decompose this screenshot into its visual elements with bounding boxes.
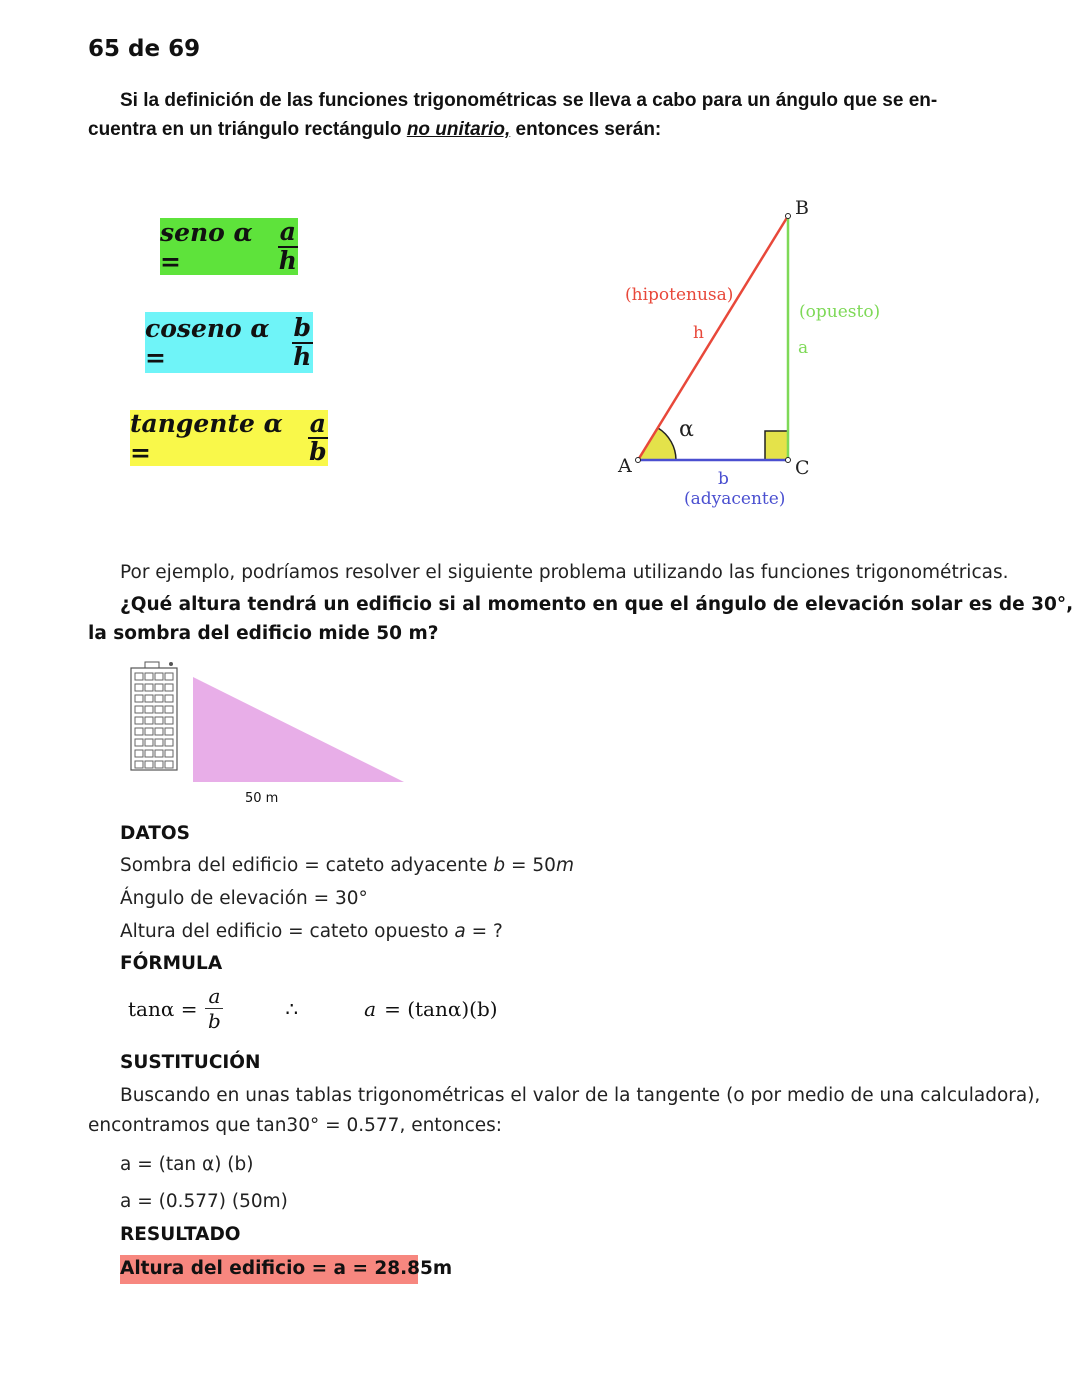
therefore-symbol: ∴ xyxy=(285,996,299,1021)
coseno-formula xyxy=(145,312,313,373)
shadow-label: 50 m xyxy=(245,791,279,806)
vertex-a xyxy=(636,458,641,463)
right-triangle-diagram xyxy=(600,190,900,520)
denominator: h xyxy=(278,245,297,275)
denominator: h xyxy=(293,341,312,371)
label-opuesto: (opuesto) xyxy=(799,302,881,322)
datos-heading: DATOS xyxy=(120,823,190,844)
step-1: a = (tan α) (b) xyxy=(120,1154,254,1175)
formula-label: tangente α = xyxy=(130,409,283,467)
formula-expression xyxy=(128,984,498,1033)
angle-alpha-marker xyxy=(638,428,676,460)
sustitucion-line-1: Buscando en unas tablas trigonométricas el valor de la tangente (o por medio de una calculadora), xyxy=(120,1085,1041,1106)
label-b-vertex: B xyxy=(795,197,809,219)
intro-text: cuentra en un triángulo rectángulo xyxy=(88,119,407,140)
label-hipotenusa: (hipotenusa) xyxy=(625,285,734,305)
intro-emphasis: no unitario, xyxy=(406,119,511,140)
shadow-shape xyxy=(193,677,404,782)
vertex-c xyxy=(786,458,791,463)
label-h: h xyxy=(693,323,704,343)
label-a-vertex: A xyxy=(618,455,632,477)
denominator: b xyxy=(309,437,327,466)
vertex-b xyxy=(786,214,791,219)
intro-line-2 xyxy=(88,119,661,141)
label-c-vertex: C xyxy=(795,457,810,479)
label-adyacente: (adyacente) xyxy=(684,489,786,509)
formula-heading: FÓRMULA xyxy=(120,953,223,974)
resultado-highlight: Altura del edificio = a = 28.85m xyxy=(120,1255,418,1284)
question-line-1: ¿Qué altura tendrá un edificio si al momento en que el ángulo de elevación solar es de 30°, xyxy=(120,594,1074,615)
datos-altura: Altura del edificio = cateto opuesto a = ? xyxy=(120,921,503,942)
intro-line-1: Si la definición de las funciones trigonométricas se lleva a cabo para un ángulo que se en- xyxy=(120,90,938,111)
numerator: a xyxy=(279,217,296,247)
shadow-triangle xyxy=(192,676,406,784)
seno-formula xyxy=(160,218,298,275)
sombra-value: = 50 xyxy=(505,855,556,876)
sustitucion-heading: SUSTITUCIÓN xyxy=(120,1052,261,1073)
page-indicator: 65 de 69 xyxy=(88,36,201,62)
numerator: a xyxy=(309,408,326,438)
example-intro: Por ejemplo, podríamos resolver el siguiente problema utilizando las funciones trigonométricas. xyxy=(120,562,1009,583)
unit-m: m xyxy=(555,855,574,876)
altura-text: Altura del edificio = cateto opuesto xyxy=(120,921,455,942)
sombra-text: Sombra del edificio = cateto adyacente xyxy=(120,855,494,876)
label-a-side: a xyxy=(798,338,809,358)
intro-text-end: entonces serán: xyxy=(510,119,662,140)
question-line-2: la sombra del edificio mide 50 m? xyxy=(88,623,439,644)
hypotenuse-line xyxy=(638,216,788,460)
var-a: a xyxy=(454,921,466,942)
datos-angulo: Ángulo de elevación = 30° xyxy=(120,888,368,909)
numerator: b xyxy=(293,313,311,343)
formula-rhs-var: a xyxy=(364,996,377,1021)
formula-num: a xyxy=(205,984,223,1009)
label-b-side: b xyxy=(718,469,729,489)
var-b: b xyxy=(493,855,506,876)
formula-label: seno α = xyxy=(160,217,253,276)
building-icon xyxy=(128,660,178,772)
right-angle-marker xyxy=(765,431,788,460)
label-alpha: α xyxy=(679,417,694,442)
formula-den: b xyxy=(208,1009,221,1033)
step-2: a = (0.577) (50m) xyxy=(120,1191,288,1212)
resultado-heading: RESULTADO xyxy=(120,1224,241,1245)
formula-label: coseno α = xyxy=(145,313,270,372)
tangente-formula xyxy=(130,410,328,466)
sustitucion-line-2: encontramos que tan30° = 0.577, entonces: xyxy=(88,1115,503,1136)
formula-rhs: = (tanα)(b) xyxy=(384,996,498,1021)
datos-sombra xyxy=(120,855,574,876)
formula-lhs: tanα = xyxy=(128,996,198,1021)
